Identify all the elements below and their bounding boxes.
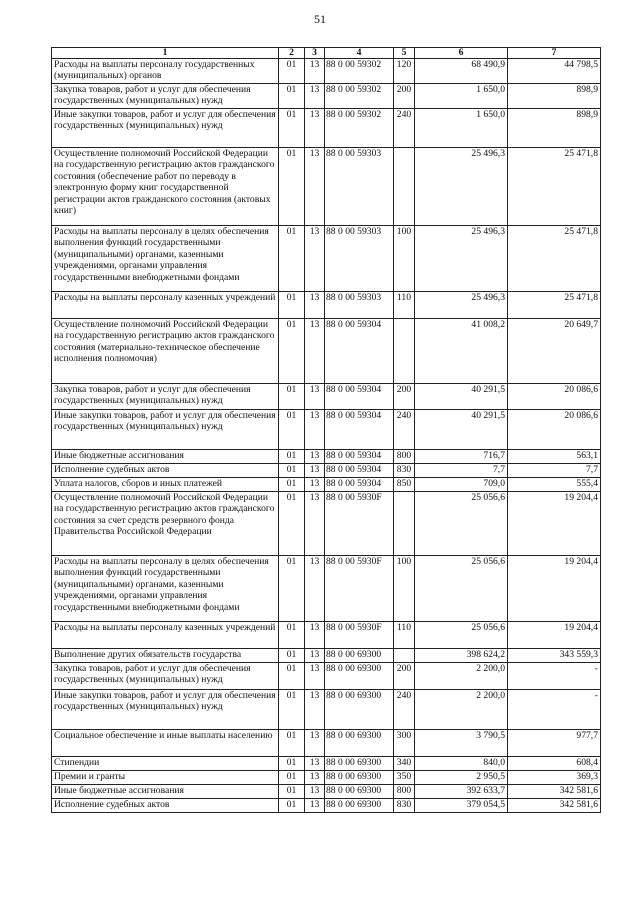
- subsection-code-cell: 13: [305, 799, 325, 813]
- expense-name-cell: Расходы на выплаты персоналу казенных учреждений: [52, 292, 279, 319]
- target-article-cell: 88 0 00 59302: [325, 59, 394, 84]
- amount-plan-cell: 25 496,3: [415, 292, 508, 319]
- expense-name-cell: Расходы на выплаты персоналу казенных учреждений: [52, 622, 279, 649]
- table-row: [52, 649, 601, 663]
- section-code-cell: 01: [279, 771, 305, 785]
- amount-actual-cell: 898,9: [508, 109, 601, 148]
- column-header: 7: [508, 48, 601, 59]
- expense-name-cell: Закупка товаров, работ и услуг для обеспечения государственных (муниципальных) нужд: [52, 384, 279, 410]
- expense-type-cell: 110: [394, 292, 415, 319]
- subsection-code-cell: 13: [305, 556, 325, 622]
- expense-type-cell: 350: [394, 771, 415, 785]
- expense-type-cell: 830: [394, 799, 415, 813]
- table-row: [52, 690, 601, 730]
- expense-type-cell: 240: [394, 410, 415, 450]
- section-code-cell: 01: [279, 690, 305, 730]
- expense-name-cell: Иные закупки товаров, работ и услуг для обеспечения государственных (муниципальных) нужд: [52, 109, 279, 148]
- target-article-cell: 88 0 00 59304: [325, 319, 394, 384]
- section-code-cell: 01: [279, 319, 305, 384]
- expense-type-cell: 800: [394, 785, 415, 799]
- subsection-code-cell: 13: [305, 59, 325, 84]
- expense-name-cell: Расходы на выплаты персоналу государственных (муниципальных) органов: [52, 59, 279, 84]
- amount-actual-cell: 7,7: [508, 464, 601, 478]
- amount-plan-cell: 7,7: [415, 464, 508, 478]
- expense-name-cell: Иные закупки товаров, работ и услуг для обеспечения государственных (муниципальных) нужд: [52, 690, 279, 730]
- section-code-cell: 01: [279, 649, 305, 663]
- expense-name-cell: Премии и гранты: [52, 771, 279, 785]
- amount-actual-cell: 25 471,8: [508, 226, 601, 292]
- amount-plan-cell: 25 056,6: [415, 556, 508, 622]
- amount-plan-cell: 709,0: [415, 478, 508, 492]
- amount-actual-cell: 369,3: [508, 771, 601, 785]
- table-row: [52, 319, 601, 384]
- subsection-code-cell: 13: [305, 464, 325, 478]
- table-row: [52, 757, 601, 771]
- section-code-cell: 01: [279, 785, 305, 799]
- expense-name-cell: Закупка товаров, работ и услуг для обеспечения государственных (муниципальных) нужд: [52, 84, 279, 109]
- target-article-cell: 88 0 00 59304: [325, 450, 394, 464]
- amount-actual-cell: 20 649,7: [508, 319, 601, 384]
- column-header: 2: [279, 48, 305, 59]
- amount-actual-cell: 19 204,4: [508, 622, 601, 649]
- expense-type-cell: [394, 148, 415, 226]
- target-article-cell: 88 0 00 59304: [325, 478, 394, 492]
- expense-name-cell: Стипендии: [52, 757, 279, 771]
- table-row: [52, 59, 601, 84]
- section-code-cell: 01: [279, 292, 305, 319]
- subsection-code-cell: 13: [305, 690, 325, 730]
- expense-type-cell: 240: [394, 109, 415, 148]
- expense-type-cell: 100: [394, 556, 415, 622]
- section-code-cell: 01: [279, 730, 305, 757]
- subsection-code-cell: 13: [305, 319, 325, 384]
- amount-actual-cell: 25 471,8: [508, 292, 601, 319]
- expense-name-cell: Иные закупки товаров, работ и услуг для обеспечения государственных (муниципальных) нужд: [52, 410, 279, 450]
- target-article-cell: 88 0 00 59302: [325, 109, 394, 148]
- column-header: 6: [415, 48, 508, 59]
- subsection-code-cell: 13: [305, 292, 325, 319]
- target-article-cell: 88 0 00 69300: [325, 771, 394, 785]
- subsection-code-cell: 13: [305, 384, 325, 410]
- amount-plan-cell: 392 633,7: [415, 785, 508, 799]
- expense-name-cell: Осуществление полномочий Российской Федерации на государственную регистрацию актов гражданского состояния (материально-техническое обеспечение исполнения полномочия): [52, 319, 279, 384]
- section-code-cell: 01: [279, 478, 305, 492]
- table-row: [52, 410, 601, 450]
- amount-actual-cell: 20 086,6: [508, 384, 601, 410]
- table-row: [52, 464, 601, 478]
- section-code-cell: 01: [279, 799, 305, 813]
- amount-plan-cell: 25 496,3: [415, 226, 508, 292]
- amount-plan-cell: 68 490,9: [415, 59, 508, 84]
- table-row: [52, 109, 601, 148]
- subsection-code-cell: 13: [305, 450, 325, 464]
- subsection-code-cell: 13: [305, 785, 325, 799]
- expense-name-cell: Осуществление полномочий Российской Федерации на государственную регистрацию актов гражданского состояния (обеспечение работ по переводу в электронную форму книг государственной регистрации актов гражданского состояния (актовых книг): [52, 148, 279, 226]
- amount-plan-cell: 25 056,6: [415, 492, 508, 556]
- table-row: [52, 771, 601, 785]
- target-article-cell: 88 0 00 69300: [325, 757, 394, 771]
- amount-plan-cell: 25 056,6: [415, 622, 508, 649]
- expense-type-cell: 110: [394, 622, 415, 649]
- section-code-cell: 01: [279, 84, 305, 109]
- table-row: [52, 730, 601, 757]
- subsection-code-cell: 13: [305, 757, 325, 771]
- amount-actual-cell: 898,9: [508, 84, 601, 109]
- expense-type-cell: 300: [394, 730, 415, 757]
- amount-actual-cell: -: [508, 690, 601, 730]
- column-header: 1: [52, 48, 279, 59]
- amount-actual-cell: 343 559,3: [508, 649, 601, 663]
- amount-plan-cell: 379 054,5: [415, 799, 508, 813]
- column-header: 4: [325, 48, 394, 59]
- amount-actual-cell: 608,4: [508, 757, 601, 771]
- column-header: 3: [305, 48, 325, 59]
- section-code-cell: 01: [279, 492, 305, 556]
- section-code-cell: 01: [279, 663, 305, 690]
- target-article-cell: 88 0 00 5930F: [325, 556, 394, 622]
- amount-plan-cell: 2 950,5: [415, 771, 508, 785]
- page-number: 51: [314, 12, 326, 26]
- expense-name-cell: Исполнение судебных актов: [52, 464, 279, 478]
- subsection-code-cell: 13: [305, 649, 325, 663]
- section-code-cell: 01: [279, 226, 305, 292]
- expense-name-cell: Расходы на выплаты персоналу в целях обеспечения выполнения функций государственными (муниципальными) органами, казенными учреждениями, органами управления государственными внебюджетными фондами: [52, 556, 279, 622]
- section-code-cell: 01: [279, 622, 305, 649]
- header-row: [52, 48, 601, 59]
- expense-type-cell: [394, 319, 415, 384]
- amount-plan-cell: 40 291,5: [415, 410, 508, 450]
- expense-type-cell: [394, 649, 415, 663]
- subsection-code-cell: 13: [305, 109, 325, 148]
- section-code-cell: 01: [279, 757, 305, 771]
- section-code-cell: 01: [279, 556, 305, 622]
- table-row: [52, 492, 601, 556]
- expense-name-cell: Исполнение судебных актов: [52, 799, 279, 813]
- amount-plan-cell: 398 624,2: [415, 649, 508, 663]
- target-article-cell: 88 0 00 59303: [325, 226, 394, 292]
- section-code-cell: 01: [279, 450, 305, 464]
- amount-actual-cell: 44 798,5: [508, 59, 601, 84]
- expense-type-cell: 200: [394, 384, 415, 410]
- amount-plan-cell: 1 650,0: [415, 84, 508, 109]
- table-row: [52, 84, 601, 109]
- target-article-cell: 88 0 00 5930F: [325, 492, 394, 556]
- amount-actual-cell: 342 581,6: [508, 785, 601, 799]
- expense-type-cell: 850: [394, 478, 415, 492]
- amount-actual-cell: 19 204,4: [508, 492, 601, 556]
- amount-actual-cell: 342 581,6: [508, 799, 601, 813]
- amount-actual-cell: 20 086,6: [508, 410, 601, 450]
- expense-name-cell: Закупка товаров, работ и услуг для обеспечения государственных (муниципальных) нужд: [52, 663, 279, 690]
- target-article-cell: 88 0 00 69300: [325, 663, 394, 690]
- section-code-cell: 01: [279, 410, 305, 450]
- table-row: [52, 622, 601, 649]
- amount-plan-cell: 716,7: [415, 450, 508, 464]
- expense-name-cell: Осуществление полномочий Российской Федерации на государственную регистрацию актов гражданского состояния за счет средств резервного фонда Правительства Российской Федерации: [52, 492, 279, 556]
- section-code-cell: 01: [279, 109, 305, 148]
- expense-name-cell: Уплата налогов, сборов и иных платежей: [52, 478, 279, 492]
- subsection-code-cell: 13: [305, 663, 325, 690]
- expense-name-cell: Расходы на выплаты персоналу в целях обеспечения выполнения функций государственными (муниципальными) органами, казенными учреждениями, органами управления государственными внебюджетными фондами: [52, 226, 279, 292]
- amount-actual-cell: -: [508, 663, 601, 690]
- subsection-code-cell: 13: [305, 730, 325, 757]
- amount-actual-cell: 19 204,4: [508, 556, 601, 622]
- target-article-cell: 88 0 00 59304: [325, 410, 394, 450]
- amount-plan-cell: 41 008,2: [415, 319, 508, 384]
- subsection-code-cell: 13: [305, 226, 325, 292]
- target-article-cell: 88 0 00 69300: [325, 730, 394, 757]
- target-article-cell: 88 0 00 69300: [325, 785, 394, 799]
- subsection-code-cell: 13: [305, 84, 325, 109]
- target-article-cell: 88 0 00 69300: [325, 649, 394, 663]
- expense-type-cell: 240: [394, 690, 415, 730]
- expense-type-cell: 800: [394, 450, 415, 464]
- table-row: [52, 148, 601, 226]
- expense-name-cell: Социальное обеспечение и иные выплаты населению: [52, 730, 279, 757]
- table-row: [52, 556, 601, 622]
- amount-plan-cell: 2 200,0: [415, 663, 508, 690]
- amount-plan-cell: 3 790,5: [415, 730, 508, 757]
- amount-plan-cell: 2 200,0: [415, 690, 508, 730]
- target-article-cell: 88 0 00 69300: [325, 799, 394, 813]
- expense-type-cell: 200: [394, 663, 415, 690]
- amount-actual-cell: 563,1: [508, 450, 601, 464]
- table-row: [52, 785, 601, 799]
- table-row: [52, 384, 601, 410]
- table-row: [52, 226, 601, 292]
- table-row: [52, 478, 601, 492]
- amount-actual-cell: 977,7: [508, 730, 601, 757]
- amount-plan-cell: 1 650,0: [415, 109, 508, 148]
- target-article-cell: 88 0 00 59302: [325, 84, 394, 109]
- subsection-code-cell: 13: [305, 148, 325, 226]
- table-row: [52, 292, 601, 319]
- expense-type-cell: 120: [394, 59, 415, 84]
- section-code-cell: 01: [279, 148, 305, 226]
- section-code-cell: 01: [279, 384, 305, 410]
- expense-name-cell: Иные бюджетные ассигнования: [52, 450, 279, 464]
- amount-actual-cell: 555,4: [508, 478, 601, 492]
- target-article-cell: 88 0 00 59303: [325, 148, 394, 226]
- subsection-code-cell: 13: [305, 492, 325, 556]
- target-article-cell: 88 0 00 59304: [325, 384, 394, 410]
- target-article-cell: 88 0 00 59303: [325, 292, 394, 319]
- amount-plan-cell: 25 496,3: [415, 148, 508, 226]
- section-code-cell: 01: [279, 59, 305, 84]
- expense-type-cell: 100: [394, 226, 415, 292]
- amount-plan-cell: 40 291,5: [415, 384, 508, 410]
- subsection-code-cell: 13: [305, 410, 325, 450]
- subsection-code-cell: 13: [305, 771, 325, 785]
- expense-type-cell: 340: [394, 757, 415, 771]
- table-row: [52, 799, 601, 813]
- budget-table: [51, 47, 601, 813]
- target-article-cell: 88 0 00 59304: [325, 464, 394, 478]
- expense-type-cell: [394, 492, 415, 556]
- expense-name-cell: Выполнение других обязательств государства: [52, 649, 279, 663]
- target-article-cell: 88 0 00 69300: [325, 690, 394, 730]
- expense-type-cell: 200: [394, 84, 415, 109]
- section-code-cell: 01: [279, 464, 305, 478]
- target-article-cell: 88 0 00 5930F: [325, 622, 394, 649]
- expense-type-cell: 830: [394, 464, 415, 478]
- table-row: [52, 450, 601, 464]
- expense-name-cell: Иные бюджетные ассигнования: [52, 785, 279, 799]
- subsection-code-cell: 13: [305, 478, 325, 492]
- amount-actual-cell: 25 471,8: [508, 148, 601, 226]
- subsection-code-cell: 13: [305, 622, 325, 649]
- amount-plan-cell: 840,0: [415, 757, 508, 771]
- table-row: [52, 663, 601, 690]
- column-header: 5: [394, 48, 415, 59]
